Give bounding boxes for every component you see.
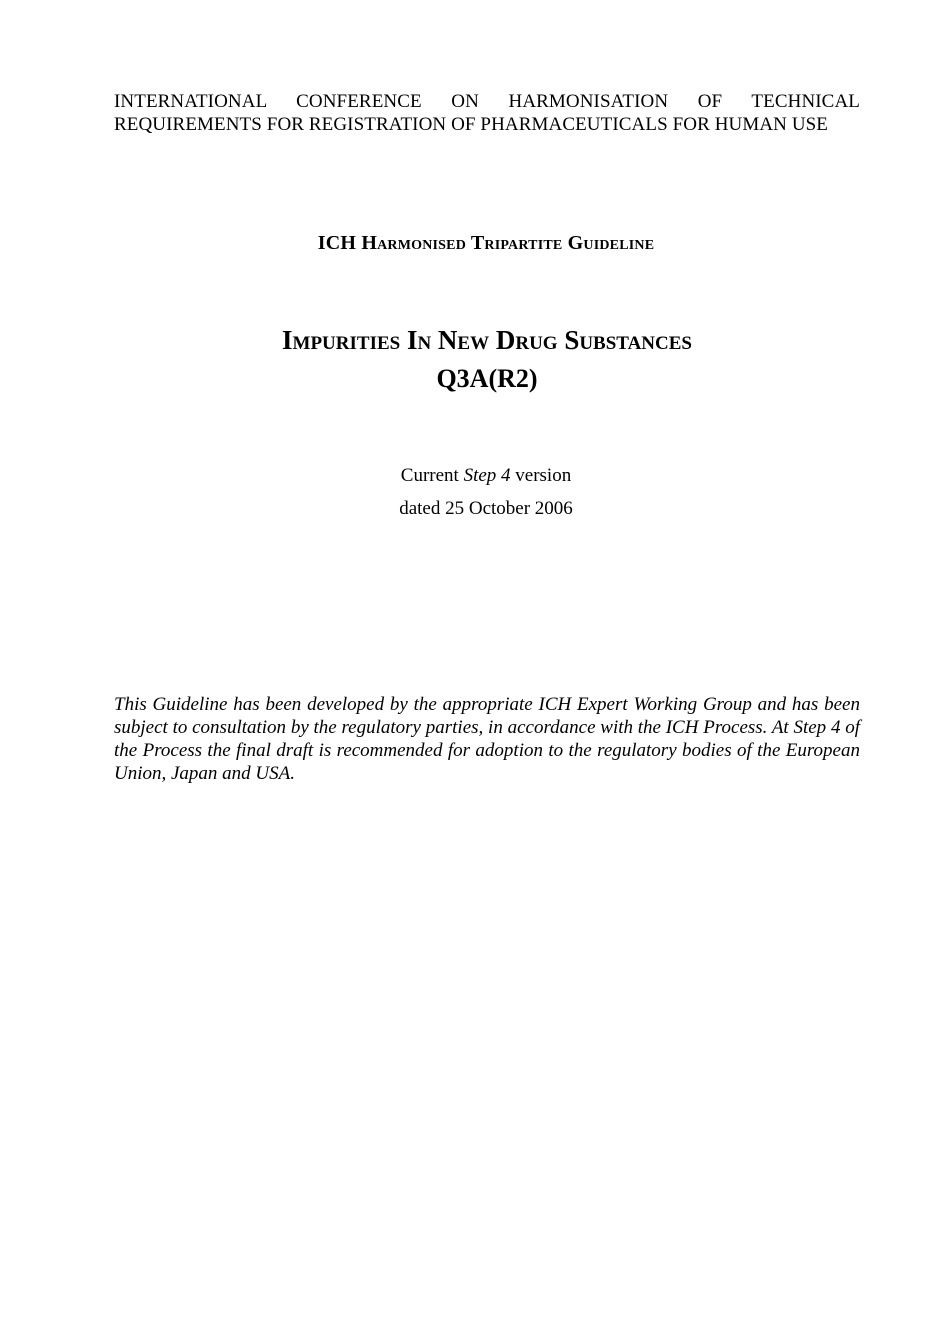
version-suffix: version bbox=[510, 465, 572, 486]
document-title: Impurities In New Drug Substances bbox=[282, 325, 692, 355]
version-prefix: Current bbox=[400, 465, 464, 486]
conference-heading: INTERNATIONAL CONFERENCE ON HARMONISATION OF TECHNICAL REQUIREMENTS FOR REGISTRATION OF PHARMACEUTICALS FOR HUMAN USE bbox=[114, 91, 860, 135]
version-step: Step 4 bbox=[463, 465, 511, 486]
guideline-type: ICH Harmonised Tripartite Guideline bbox=[317, 232, 655, 254]
disclaimer-paragraph: This Guideline has been developed by the appropriate ICH Expert Working Group and has been subject to consultation by the regulatory parties, in accordance with the ICH Process. At Step 4 of the Process the final draft is recommended for adoption to the regulatory bodies of the European Union, Japan and USA. bbox=[114, 694, 860, 784]
version-date: dated 25 October 2006 bbox=[399, 498, 573, 519]
version-line bbox=[0, 464, 950, 487]
document-code: Q3A(R2) bbox=[436, 364, 538, 393]
